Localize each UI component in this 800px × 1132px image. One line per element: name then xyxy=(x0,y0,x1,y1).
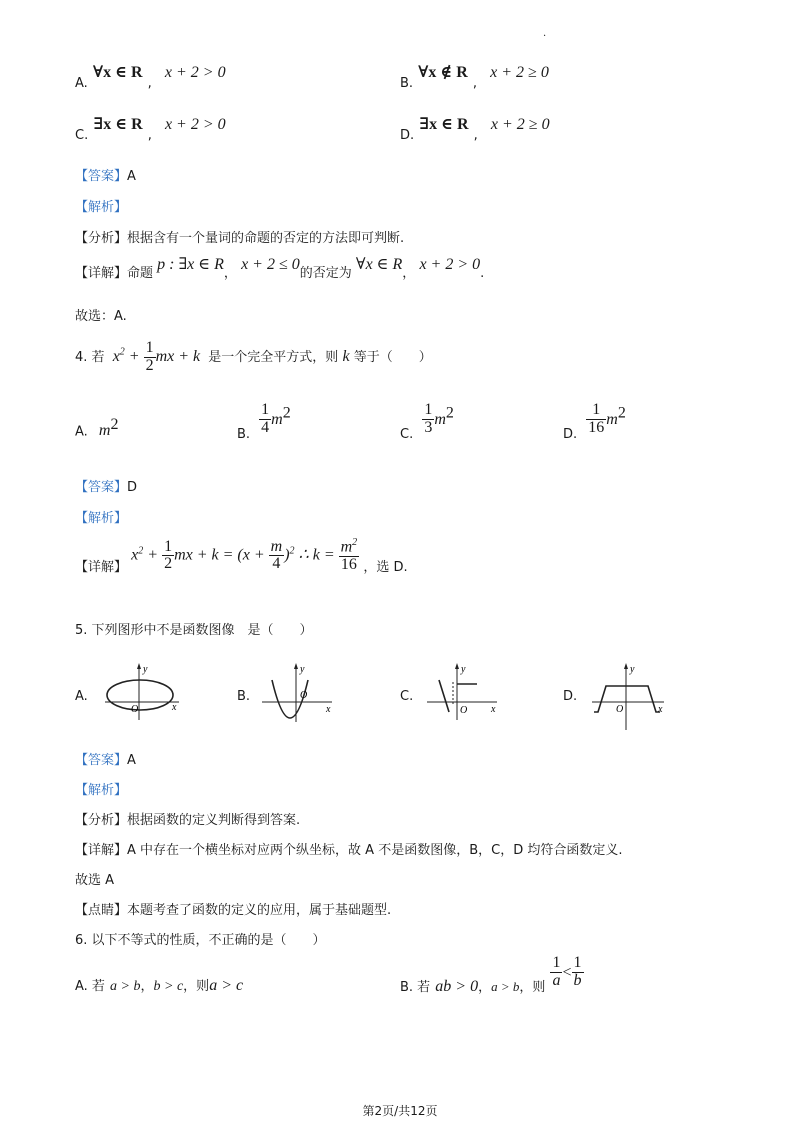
frac-den-2: b xyxy=(573,971,582,989)
option-quantifier: ∀x ∈ R xyxy=(92,64,143,81)
fenxi-text: 根据含有一个量词的命题的否定的方法即可判断. xyxy=(127,231,405,246)
frac-num-1: 1 xyxy=(552,954,561,971)
q5-option-b-label: B. xyxy=(237,689,251,704)
graph-d-trapezoid xyxy=(590,660,668,732)
option-expr: x + 2 > 0 xyxy=(164,64,226,81)
option-sep-1: ， xyxy=(140,979,154,994)
q3-fenxi xyxy=(75,227,404,246)
detail-tag: 【详解】 xyxy=(75,843,128,858)
fenxi-tag: 【分析】 xyxy=(75,231,128,246)
q6-stem: 6. 以下不等式的性质，不正确的是（ ） xyxy=(75,933,326,948)
option-sep: , xyxy=(473,128,478,143)
option-var: m xyxy=(271,410,283,428)
frac-num: 1 xyxy=(586,402,606,420)
option-sep-1: ， xyxy=(478,979,492,995)
frac-num: 1 xyxy=(424,401,433,418)
axis-x-label: x xyxy=(658,704,663,715)
q4-option-a xyxy=(75,416,118,440)
detail-tag: 【详解】 xyxy=(75,560,128,576)
q4-stem-end: 等于（ ） xyxy=(353,349,432,365)
dianjing-tag: 【点睛】 xyxy=(75,903,128,918)
origin-label: O xyxy=(300,690,308,701)
detail-sep-2: ， xyxy=(402,266,416,281)
option-label: B. xyxy=(237,426,251,442)
option-sep-2: ，则 xyxy=(183,979,210,994)
q5-dianjing xyxy=(75,899,391,918)
origin-label: O xyxy=(616,704,624,715)
option-var: m xyxy=(606,410,618,428)
option-label: D. xyxy=(563,426,578,442)
option-quantifier: ∃x ∈ R xyxy=(419,116,469,133)
q5-option-c-label: C. xyxy=(400,689,414,704)
q4-stem-tail: 是一个完全平方式，则 xyxy=(208,349,339,365)
answer-tag: 【答案】 xyxy=(75,753,128,768)
axis-x-label: x xyxy=(491,704,496,715)
q4-k: k xyxy=(342,347,350,365)
frac-den: 3 xyxy=(424,418,433,436)
answer-tag: 【答案】 xyxy=(75,169,128,184)
detail-math-4: x + 2 > 0 xyxy=(419,256,481,273)
detail-text-1: 命题 xyxy=(127,266,154,281)
answer-value: A xyxy=(127,753,136,768)
q3-option-d xyxy=(400,116,550,144)
detail-math-2: x + 2 ≤ 0 xyxy=(241,256,300,273)
q4-option-c xyxy=(400,401,454,442)
graph-a-ellipse xyxy=(103,660,185,722)
fenxi-tag: 【分析】 xyxy=(75,813,128,828)
option-expr: x + 2 ≥ 0 xyxy=(490,116,550,133)
detail-tag: 【详解】 xyxy=(75,266,128,281)
q5-answer xyxy=(75,749,136,768)
axis-y-label: y xyxy=(461,664,466,675)
axis-x-label: x xyxy=(326,704,331,715)
graph-c-piecewise xyxy=(425,660,503,722)
option-label: C. xyxy=(400,426,414,442)
option-math-3: a > c xyxy=(209,977,244,994)
lt-sign: < xyxy=(562,963,572,981)
origin-label: O xyxy=(460,705,468,716)
q3-detail xyxy=(75,256,485,282)
q4-analysis-tag: 【解析】 xyxy=(75,511,128,526)
q4-detail-formula: $x^2$ + $\frac{1}{2}$ mx + k = (x + $\frac{m}{4}$ )$^2$ ∴ k = $\frac{m^2}{16}$ xyxy=(131,537,358,574)
corner-mark: . xyxy=(543,28,547,39)
q3-option-a xyxy=(75,64,226,92)
option-math-2: b > c xyxy=(153,979,184,994)
option-expr: x + 2 ≥ 0 xyxy=(490,64,549,81)
q4-answer xyxy=(75,476,137,495)
detail-end: . xyxy=(480,266,485,281)
axis-y-label: y xyxy=(143,664,148,675)
option-sep: , xyxy=(147,76,152,91)
option-quantifier: ∀x ∉ R xyxy=(418,64,468,81)
q4-stem xyxy=(75,340,432,375)
option-label: A. 若 xyxy=(75,979,105,994)
q4-expression: $x^2$ + $\frac{1}{2}$ mx + k xyxy=(112,339,201,374)
option-label: B. xyxy=(400,76,414,91)
q4-detail xyxy=(75,538,408,574)
option-label: A. xyxy=(75,76,88,91)
frac-num-2: 1 xyxy=(573,954,582,971)
q4-option-b xyxy=(237,401,291,442)
q5-stem: 5. 下列图形中不是函数图像 是（ ） xyxy=(75,623,313,638)
q3-option-c xyxy=(75,116,226,144)
q3-analysis-tag: 【解析】 xyxy=(75,200,128,215)
q5-analysis-tag: 【解析】 xyxy=(75,783,128,798)
detail-end: ，选 D. xyxy=(363,560,408,576)
q5-option-a-label: A. xyxy=(75,689,88,704)
axis-y-label: y xyxy=(630,664,635,675)
graph-b-parabola xyxy=(260,660,338,724)
detail-text-2: 的否定为 xyxy=(299,266,352,281)
q6-option-a xyxy=(75,975,243,995)
option-sep-2: ，则 xyxy=(519,979,546,995)
option-math-1: ab > 0 xyxy=(435,977,479,995)
q4-num: 4. 若 xyxy=(75,349,105,365)
option-sep: , xyxy=(472,76,478,91)
q5-detail xyxy=(75,839,622,858)
q3-choice: 故选：A. xyxy=(75,309,127,324)
page-footer: 第2页/共12页 xyxy=(362,1104,438,1118)
option-math-2: a > b xyxy=(491,978,520,994)
answer-value: D xyxy=(127,480,138,495)
detail-sep-1: ， xyxy=(223,266,237,281)
q3-answer xyxy=(75,165,136,184)
q4-option-d xyxy=(563,401,626,442)
axis-y-label: y xyxy=(300,664,305,675)
origin-label: O xyxy=(131,704,139,715)
q5-fenxi xyxy=(75,809,300,828)
q3-option-b xyxy=(400,64,549,92)
option-math-1: a > b xyxy=(110,979,141,994)
q5-choice: 故选 A xyxy=(75,873,115,888)
fenxi-text: 根据函数的定义判断得到答案. xyxy=(127,813,301,828)
frac-num: 1 xyxy=(261,401,270,418)
option-label: C. xyxy=(75,128,89,143)
answer-value: A xyxy=(127,169,136,184)
option-label: A. xyxy=(75,424,88,440)
frac-den: 16 xyxy=(588,418,605,436)
option-quantifier: ∃x ∈ R xyxy=(93,116,143,133)
option-var: m xyxy=(98,422,111,440)
option-label: D. xyxy=(400,128,415,143)
dianjing-text: 本题考查了函数的定义的应用，属于基础题型. xyxy=(127,903,392,918)
option-var: m xyxy=(434,410,446,428)
option-sup: 2 xyxy=(617,404,626,422)
detail-math-1: p : ∃x ∈ R xyxy=(157,256,224,273)
detail-text: A 中存在一个横坐标对应两个纵坐标，故 A 不是函数图像，B，C，D 均符合函数定义. xyxy=(127,843,623,858)
option-sep: , xyxy=(147,128,152,143)
option-label: B. 若 xyxy=(400,979,431,995)
answer-tag: 【答案】 xyxy=(75,480,128,495)
option-sup: 2 xyxy=(110,416,119,433)
option-expr: x + 2 > 0 xyxy=(164,116,226,133)
frac-den-1: a xyxy=(552,971,561,989)
option-sup: 2 xyxy=(282,404,291,422)
option-sup: 2 xyxy=(445,404,454,422)
q5-option-d-label: D. xyxy=(563,689,578,704)
frac-den: 4 xyxy=(261,418,270,436)
q6-option-b xyxy=(400,954,584,995)
detail-math-3: ∀x ∈ R xyxy=(355,256,403,273)
axis-x-label: x xyxy=(172,702,177,713)
